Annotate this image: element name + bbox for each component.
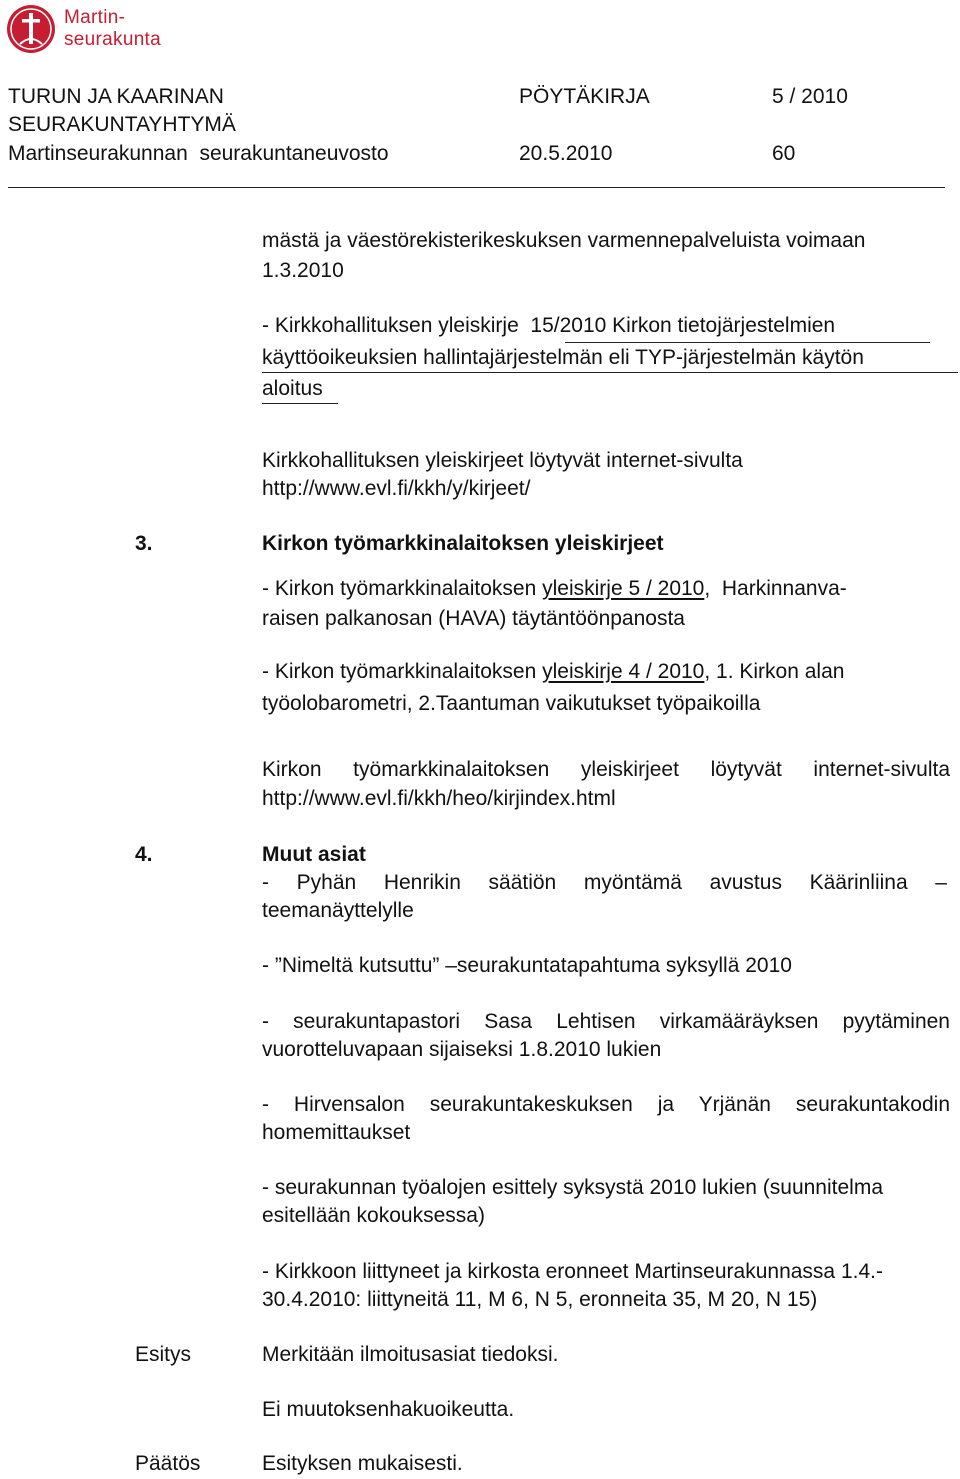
church-letter-line1: - Kirkkohallituksen yleiskirje 15/2010 Kirkon tietojärjestelmien xyxy=(262,314,836,337)
section3-item1-line1 xyxy=(262,577,847,601)
item1-prefix: - Kirkon työmarkkinalaitoksen xyxy=(262,577,543,600)
section3-url[interactable]: http://www.evl.fi/kkh/heo/kirjindex.html xyxy=(262,787,616,810)
org-name-line2: SEURAKUNTAYHTYMÄ xyxy=(8,113,236,136)
decision-label: Päätös xyxy=(135,1452,201,1475)
proposal-line2: Ei muutoksenhakuoikeutta. xyxy=(262,1398,515,1421)
cross-seal-icon xyxy=(6,4,56,54)
logo-line1: Martin- xyxy=(64,7,126,28)
item1-letter-link[interactable]: yleiskirje 5 / 2010 xyxy=(542,577,705,600)
item4-text: - Hirvensalon seurakuntakeskuksen ja Yrjänän seurakuntakodin xyxy=(262,1093,950,1116)
section3-number: 3. xyxy=(135,532,153,555)
section3-item2-line2: työolobarometri, 2.Taantuman vaikutukset työpaikoilla xyxy=(262,692,761,715)
church-letter-underline2 xyxy=(262,372,958,373)
section4-number: 4. xyxy=(135,843,153,866)
proposal-line1: Merkitään ilmoitusasiat tiedoksi. xyxy=(262,1343,559,1366)
section4-item1-line2: teemanäyttelylle xyxy=(262,899,414,922)
proposal-label: Esitys xyxy=(135,1343,192,1366)
section4-item3-line2: vuorotteluvapaan sijaiseksi 1.8.2010 lukien xyxy=(262,1038,662,1061)
document-type: PÖYTÄKIRJA xyxy=(519,85,650,108)
church-letter-underline3 xyxy=(262,403,338,404)
section3-found-line1 xyxy=(262,758,950,782)
section4-item4-line1 xyxy=(262,1093,950,1117)
meeting-date: 20.5.2010 xyxy=(519,142,613,165)
logo xyxy=(6,4,206,54)
section4-item3-line1 xyxy=(262,1010,950,1034)
section3-item1-line2: raisen palkanosan (HAVA) täytäntöönpanosta xyxy=(262,607,685,630)
intro-line2: 1.3.2010 xyxy=(262,259,344,282)
item2-suffix: , 1. Kirkon alan xyxy=(704,660,845,683)
section3-title: Kirkon työmarkkinalaitoksen yleiskirjeet xyxy=(262,532,664,555)
letters-found-line1: Kirkkohallituksen yleiskirjeet löytyvät internet-sivulta xyxy=(262,449,743,472)
header-divider xyxy=(8,187,945,188)
item2-letter-link[interactable]: yleiskirje 4 / 2010 xyxy=(542,660,705,683)
section3-found-text: Kirkon työmarkkinalaitoksen yleiskirjeet löytyvät internet-sivulta xyxy=(262,758,950,781)
section3-item2-line1 xyxy=(262,660,844,684)
document-number: 5 / 2010 xyxy=(772,85,848,108)
section4-item5-line2: esitellään kokouksessa) xyxy=(262,1204,485,1227)
section4-title: Muut asiat xyxy=(262,843,366,866)
org-name-line1: TURUN JA KAARINAN xyxy=(8,85,224,108)
item3-text: - seurakuntapastori Sasa Lehtisen virkamääräyksen pyytäminen xyxy=(262,1010,950,1033)
item1-text: - Pyhän Henrikin säätiön myöntämä avustus Käärinliina – xyxy=(262,871,947,894)
section4-item6-line2: 30.4.2010: liittyneitä 11, M 6, N 5, eronneita 35, M 20, N 15) xyxy=(262,1288,818,1311)
church-letter-line3: aloitus xyxy=(262,377,323,400)
section4-item2-line1: - ”Nimeltä kutsuttu” –seurakuntatapahtuma syksyllä 2010 xyxy=(262,954,792,977)
section4-item1-line1 xyxy=(262,871,947,895)
item2-prefix: - Kirkon työmarkkinalaitoksen xyxy=(262,660,543,683)
intro-line1: mästä ja väestörekisterikeskuksen varmennepalveluista voimaan xyxy=(262,229,866,252)
letters-url[interactable]: http://www.evl.fi/kkh/y/kirjeet/ xyxy=(262,477,531,500)
item1-suffix: , Harkinnanva- xyxy=(704,577,847,600)
page-number: 60 xyxy=(772,142,796,165)
section4-item4-line2: homemittaukset xyxy=(262,1121,411,1144)
decision-text: Esityksen mukaisesti. xyxy=(262,1452,463,1475)
section4-item5-line1: - seurakunnan työalojen esittely syksystä 2010 lukien (suunnitelma xyxy=(262,1176,884,1199)
meeting-body: Martinseurakunnan seurakuntaneuvosto xyxy=(8,142,389,165)
section4-item6-line1: - Kirkkoon liittyneet ja kirkosta eronneet Martinseurakunnassa 1.4.- xyxy=(262,1260,883,1283)
church-letter-underline1 xyxy=(565,342,930,343)
church-letter-line2: käyttöoikeuksien hallintajärjestelmän eli TYP-järjestelmän käytön xyxy=(262,346,864,369)
logo-line2: seurakunta xyxy=(64,29,162,50)
